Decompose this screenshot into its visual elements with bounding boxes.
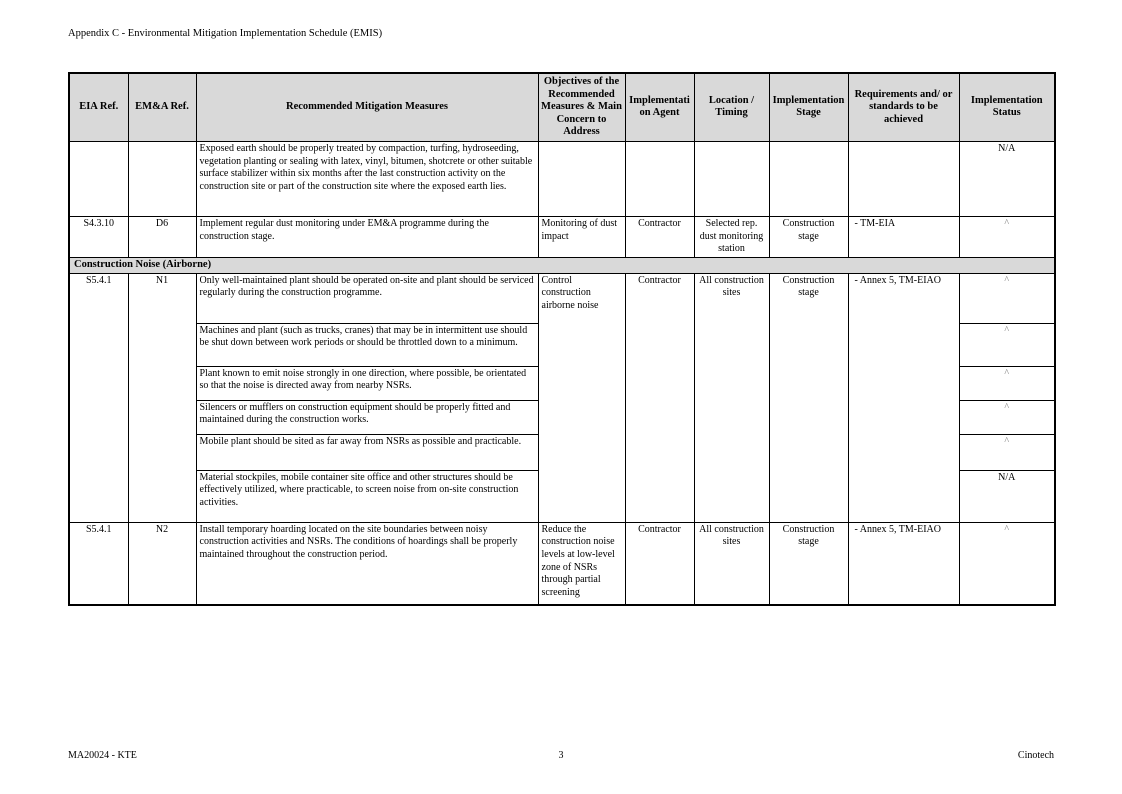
table-header-row	[69, 73, 1055, 141]
table-row	[69, 273, 1055, 323]
agent-cell: Contractor	[625, 216, 694, 257]
header-eia-ref: EIA Ref.	[69, 73, 128, 141]
ema-ref-cell: N2	[128, 522, 196, 605]
header-agent: Implementation Agent	[625, 73, 694, 141]
section-header-row	[69, 257, 1055, 273]
table-row	[69, 522, 1055, 605]
header-stage: Implementation Stage	[769, 73, 848, 141]
footer-page-number: 3	[558, 750, 564, 761]
measure-cell: Plant known to emit noise strongly in one direction, where possible, be orientated so that the noise is directed away from nearby NSRs.	[196, 366, 538, 400]
table-row	[69, 141, 1055, 216]
eia-ref-cell	[69, 141, 128, 216]
ema-ref-cell: D6	[128, 216, 196, 257]
measure-cell: Mobile plant should be sited as far away from NSRs as possible and practicable.	[196, 434, 538, 470]
measure-cell: Install temporary hoarding located on the site boundaries between noisy construction activities and NSRs. The conditions of hoardings shall be properly maintained throughout the construction period.	[196, 522, 538, 605]
stage-cell: Construction stage	[769, 522, 848, 605]
footer-company-name: Cinotech	[1017, 750, 1055, 761]
status-cell: ^	[959, 273, 1055, 323]
footer-project-code: MA20024 - KTE	[68, 750, 137, 761]
status-cell: ^	[959, 522, 1055, 605]
location-cell: All construction sites	[694, 522, 769, 605]
eia-ref-cell: S4.3.10	[69, 216, 128, 257]
page-footer	[68, 750, 1054, 761]
status-cell: ^	[959, 323, 1055, 366]
stage-cell: Construction stage	[769, 216, 848, 257]
agent-cell: Contractor	[625, 273, 694, 522]
status-cell: ^	[959, 434, 1055, 470]
objective-cell: Monitoring of dust impact	[538, 216, 625, 257]
status-cell: ^	[959, 216, 1055, 257]
agent-cell: Contractor	[625, 522, 694, 605]
stage-cell	[769, 141, 848, 216]
requirement-cell: - Annex 5, TM-EIAO	[848, 273, 959, 522]
requirement-cell: - TM-EIA	[848, 216, 959, 257]
agent-cell	[625, 141, 694, 216]
objective-cell: Reduce the construction noise levels at low-level zone of NSRs through partial screening	[538, 522, 625, 605]
requirement-cell: - Annex 5, TM-EIAO	[848, 522, 959, 605]
status-cell: ^	[959, 366, 1055, 400]
header-ema-ref: EM&A Ref.	[128, 73, 196, 141]
measure-cell: Silencers or mufflers on construction equipment should be properly fitted and maintained during the construction works.	[196, 400, 538, 434]
measure-cell: Material stockpiles, mobile container site office and other structures should be effectively utilized, where practicable, to screen noise from on-site construction activities.	[196, 470, 538, 522]
measure-cell: Only well-maintained plant should be operated on-site and plant should be serviced regularly during the construction programme.	[196, 273, 538, 323]
header-location-timing: Location / Timing	[694, 73, 769, 141]
eia-ref-cell: S5.4.1	[69, 522, 128, 605]
status-cell: N/A	[959, 141, 1055, 216]
measure-cell: Implement regular dust monitoring under EM&A programme during the construction stage.	[196, 216, 538, 257]
location-cell: Selected rep. dust monitoring station	[694, 216, 769, 257]
status-cell: N/A	[959, 470, 1055, 522]
section-title: Construction Noise (Airborne)	[69, 257, 1055, 273]
objective-cell	[538, 141, 625, 216]
eia-ref-cell: S5.4.1	[69, 273, 128, 522]
header-measures: Recommended Mitigation Measures	[196, 73, 538, 141]
measure-cell: Exposed earth should be properly treated by compaction, turfing, hydroseeding, vegetation planting or sealing with latex, vinyl, bitumen, shotcrete or other suitable surface stabilizer within six months after the last construction activity on the construction site or part of the construction site where the exposed earth lies.	[196, 141, 538, 216]
emis-table	[68, 72, 1056, 606]
ema-ref-cell: N1	[128, 273, 196, 522]
header-status: Implementation Status	[959, 73, 1055, 141]
location-cell: All construction sites	[694, 273, 769, 522]
objective-cell: Control construction airborne noise	[538, 273, 625, 522]
status-cell: ^	[959, 400, 1055, 434]
requirement-cell	[848, 141, 959, 216]
location-cell	[694, 141, 769, 216]
header-objectives: Objectives of the Recommended Measures & Main Concern to Address	[538, 73, 625, 141]
table-row	[69, 216, 1055, 257]
page-title: Appendix C - Environmental Mitigation Implementation Schedule (EMIS)	[68, 28, 383, 39]
ema-ref-cell	[128, 141, 196, 216]
measure-cell: Machines and plant (such as trucks, cranes) that may be in intermittent use should be shut down between work periods or should be throttled down to a minimum.	[196, 323, 538, 366]
header-requirements: Requirements and/ or standards to be achieved	[848, 73, 959, 141]
stage-cell: Construction stage	[769, 273, 848, 522]
